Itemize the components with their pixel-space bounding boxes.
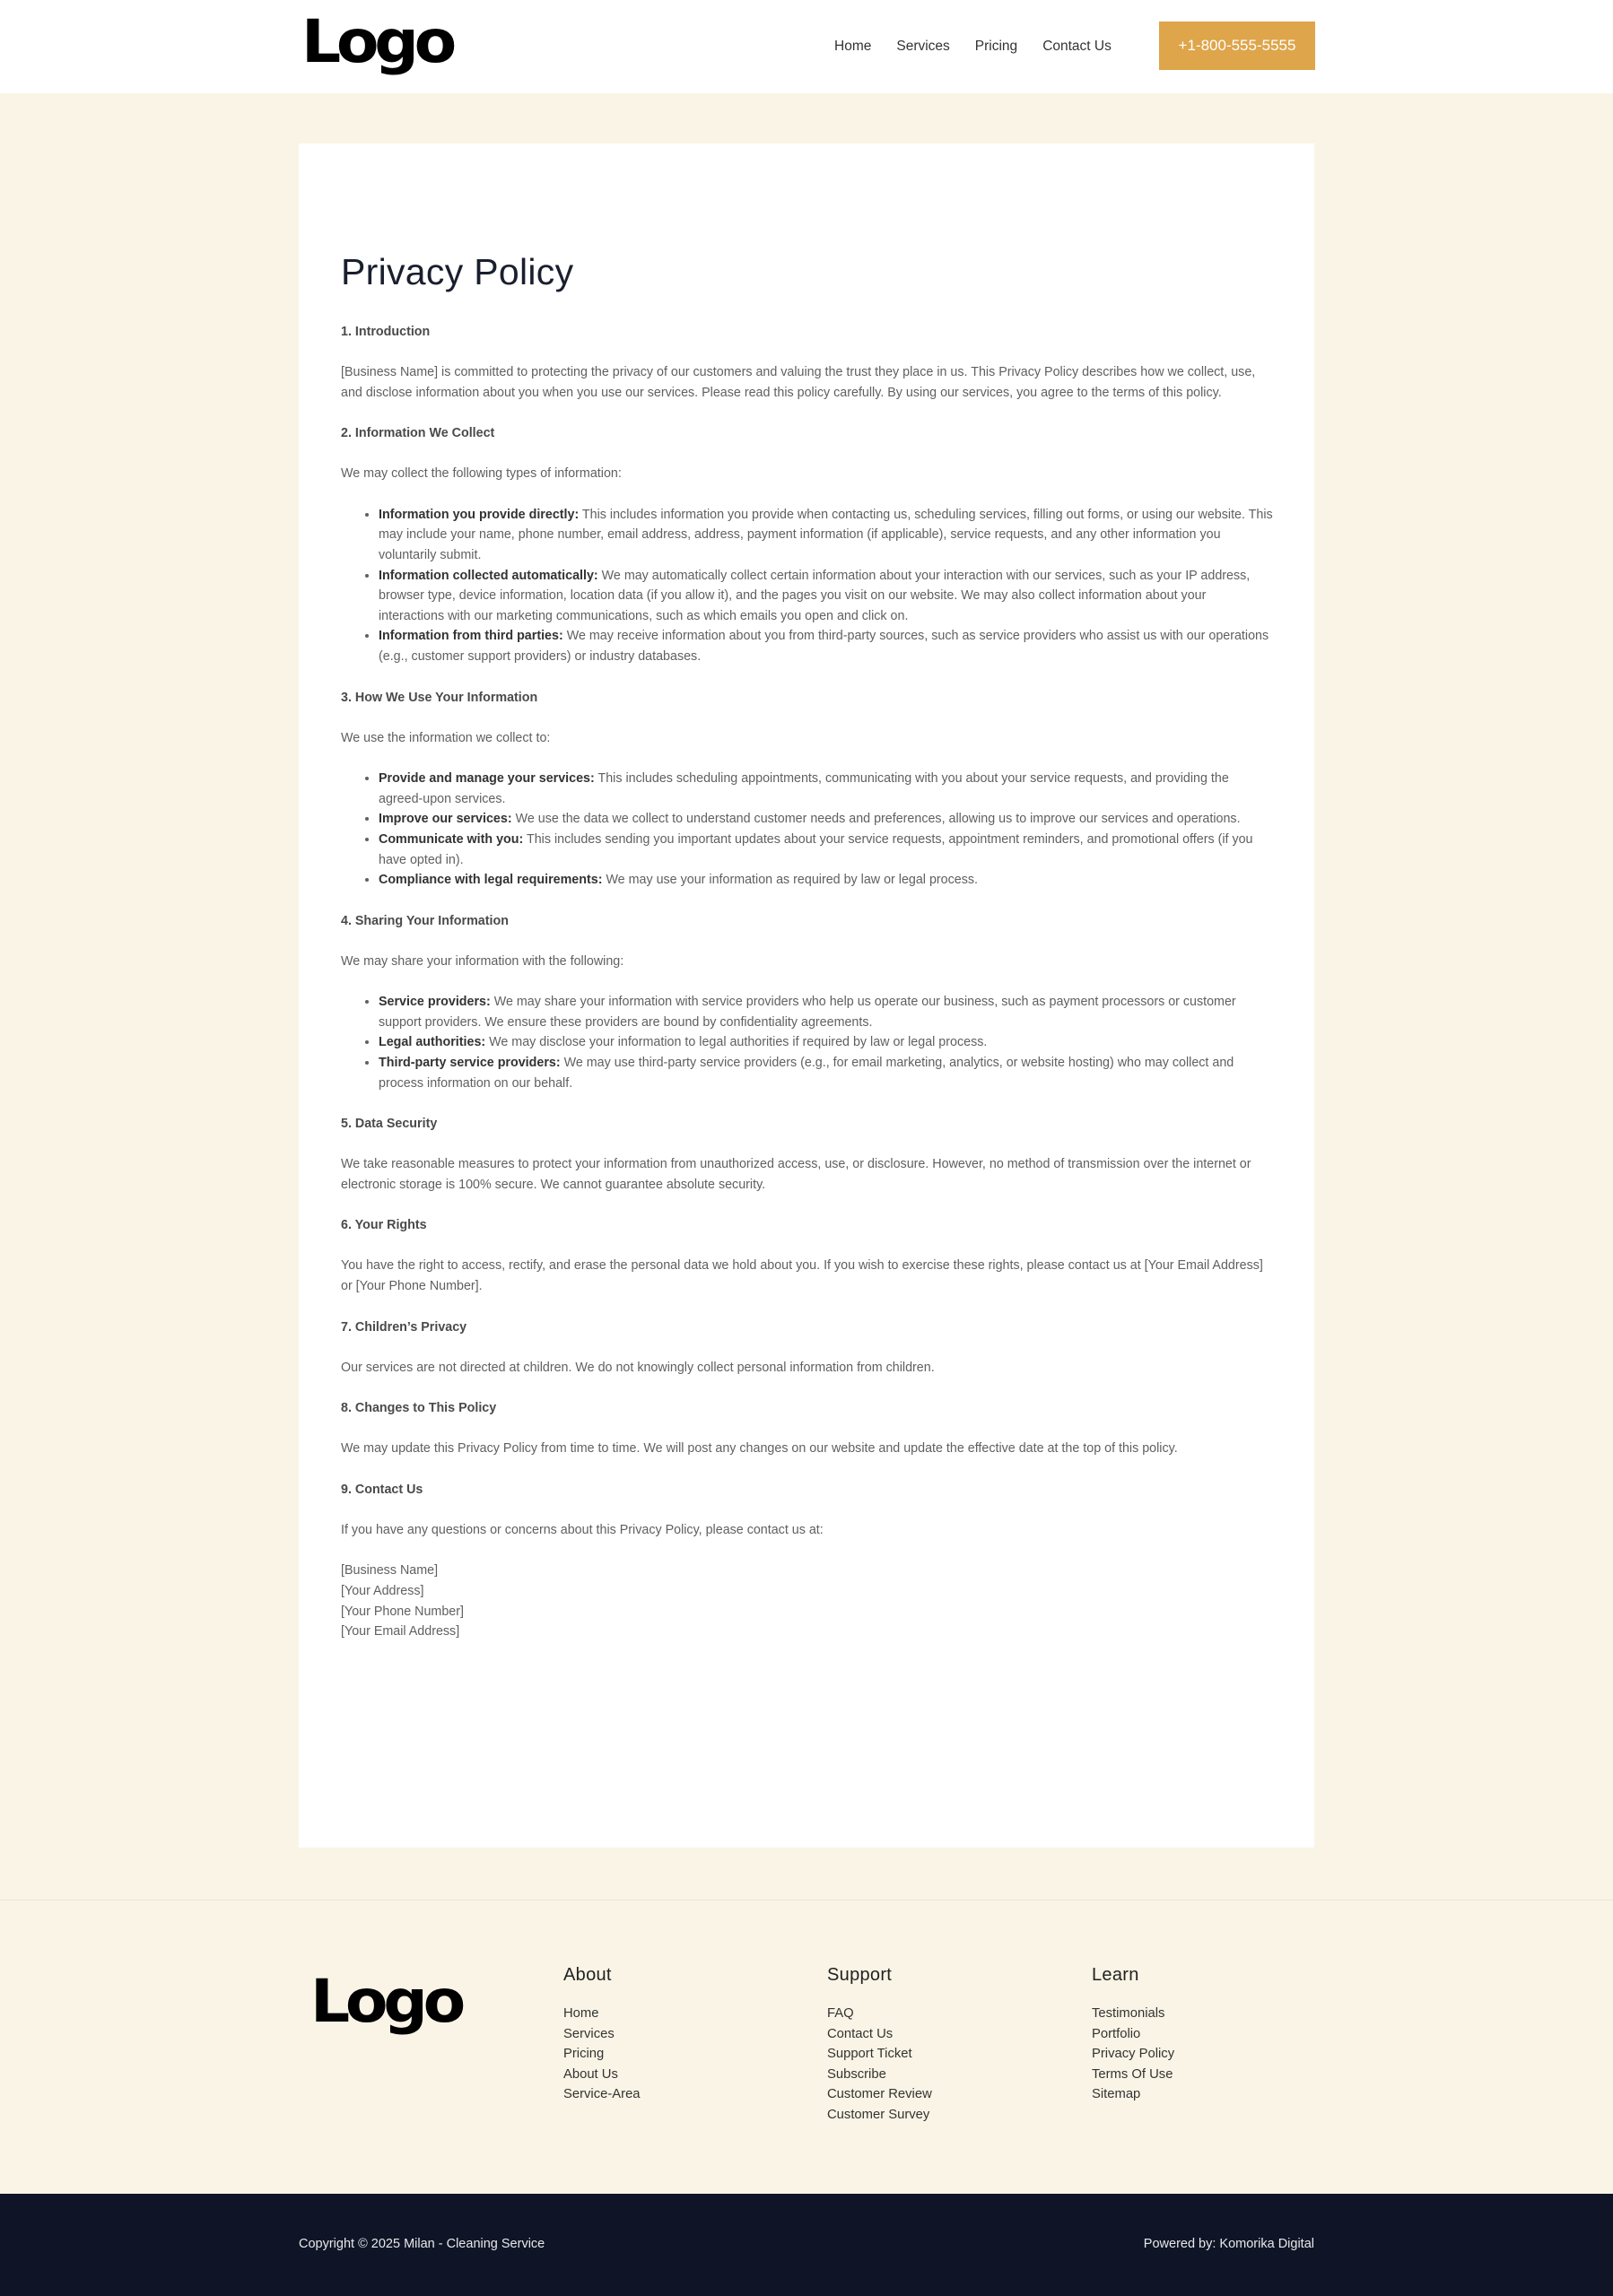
list-item-text: This includes sending you important updates about your service requests, appointment reminders, and promotional offers (if you have opted in). bbox=[379, 831, 1253, 867]
section-text: We may share your information with the following: bbox=[341, 953, 624, 969]
footer-link-pricing[interactable]: Pricing bbox=[563, 2047, 605, 2062]
header-logo[interactable] bbox=[301, 7, 452, 76]
list-item-text: We may disclose your information to legal authorities if required by law or legal process. bbox=[485, 1035, 988, 1050]
list-item-label: Improve our services: bbox=[379, 812, 512, 827]
bullet-list bbox=[341, 992, 1274, 1093]
address-line: [Your Phone Number] bbox=[341, 1604, 464, 1619]
footer-link-services[interactable]: Services bbox=[563, 2026, 615, 2041]
bullet-list bbox=[341, 505, 1274, 667]
section-heading: 9. Contact Us bbox=[341, 1482, 423, 1497]
footer-link-testimonials[interactable]: Testimonials bbox=[1092, 2006, 1165, 2021]
list-item-label: Service providers: bbox=[379, 995, 491, 1010]
contact-address bbox=[341, 1561, 1274, 1641]
footer-link-contact-us[interactable]: Contact Us bbox=[827, 2026, 894, 2041]
site-header bbox=[0, 0, 1613, 93]
footer-col-learn bbox=[1092, 1965, 1174, 2105]
footer-col-title: Support bbox=[827, 1965, 893, 1985]
footer-link-subscribe[interactable]: Subscribe bbox=[827, 2066, 886, 2082]
footer-link-service-area[interactable]: Service-Area bbox=[563, 2087, 641, 2102]
list-item bbox=[379, 992, 1274, 1032]
section-heading: 2. Information We Collect bbox=[341, 426, 495, 441]
list-item bbox=[379, 870, 1274, 891]
list-item-text: This includes scheduling appointments, communicating with you about your service requests, and providing the agreed-upon services. bbox=[379, 771, 1229, 806]
list-item-text: We may receive information about you from third-party sources, such as service providers who assist us with our operations (e.g., customer support providers) or industry databases. bbox=[379, 629, 1269, 664]
list-item-label: Third-party service providers: bbox=[379, 1056, 561, 1071]
list-item-label: Provide and manage your services: bbox=[379, 771, 595, 787]
nav-home[interactable]: Home bbox=[834, 39, 872, 54]
logo-text: Logo bbox=[310, 1967, 461, 2036]
logo-text: Logo bbox=[301, 7, 452, 76]
list-item bbox=[379, 1032, 1274, 1053]
section-heading: 1. Introduction bbox=[341, 325, 431, 339]
footer-col-title: Learn bbox=[1092, 1965, 1139, 1985]
nav-services[interactable]: Services bbox=[896, 39, 950, 54]
footer-link-about-us[interactable]: About Us bbox=[563, 2066, 618, 2082]
list-item bbox=[379, 769, 1274, 809]
main-nav bbox=[834, 32, 1137, 61]
section-heading: 5. Data Security bbox=[341, 1117, 438, 1132]
list-item bbox=[379, 505, 1274, 566]
footer-link-terms-of-use[interactable]: Terms Of Use bbox=[1092, 2066, 1173, 2082]
list-item-text: We may use third-party service providers (e.g., for email marketing, analytics, or website hosting) who may collect and process information on our behalf. bbox=[379, 1056, 1234, 1091]
footer-link-support-ticket[interactable]: Support Ticket bbox=[827, 2047, 912, 2062]
address-line: [Your Address] bbox=[341, 1584, 424, 1598]
list-item-label: Information from third parties: bbox=[379, 629, 563, 644]
list-item-text: We may share your information with service providers who help us operate our business, such as payment processors or customer support providers. We ensure these providers are bound by confidentiality agreements. bbox=[379, 995, 1236, 1030]
section-text: We may update this Privacy Policy from time to time. We will post any changes on our website and update the effective date at the top of this policy. bbox=[341, 1441, 1178, 1457]
list-item-label: Legal authorities: bbox=[379, 1035, 486, 1050]
footer-link-customer-survey[interactable]: Customer Survey bbox=[827, 2107, 930, 2122]
bullet-list bbox=[341, 769, 1274, 891]
footer-col-support bbox=[827, 1965, 932, 2126]
policy-card bbox=[299, 144, 1314, 1848]
section-heading: 3. How We Use Your Information bbox=[341, 690, 538, 705]
policy-content bbox=[341, 251, 1274, 1642]
list-item bbox=[379, 1053, 1274, 1093]
powered-by-text[interactable]: Powered by: Komorika Digital bbox=[1143, 2237, 1314, 2251]
section-heading: 4. Sharing Your Information bbox=[341, 913, 509, 928]
address-line: [Your Email Address] bbox=[341, 1624, 460, 1639]
footer-logo[interactable] bbox=[310, 1967, 461, 2036]
section-text: [Business Name] is committed to protecting the privacy of our customers and valuing the trust they place in us. This Privacy Policy describes how we collect, use, and disclose information about you when you use our services. Please read this policy carefully. By using our services, you agree to the terms of this policy. bbox=[341, 365, 1256, 400]
footer-link-portfolio[interactable]: Portfolio bbox=[1092, 2026, 1141, 2041]
section-text: You have the right to access, rectify, and erase the personal data we hold about you. If you wish to exercise these rights, please contact us at [Your Email Address] or [Your Phone Number]. bbox=[341, 1258, 1263, 1294]
list-item bbox=[379, 566, 1274, 627]
footer-col-title: About bbox=[563, 1965, 612, 1985]
section-heading: 8. Changes to This Policy bbox=[341, 1401, 497, 1416]
list-item-text: We use the data we collect to understand customer needs and preferences, allowing us to improve our services and operations. bbox=[511, 812, 1241, 827]
page-title: Privacy Policy bbox=[341, 251, 574, 292]
footer-link-sitemap[interactable]: Sitemap bbox=[1092, 2087, 1141, 2102]
list-item-text: This includes information you provide when contacting us, scheduling services, filling out forms, or using our website. This may include your name, phone number, email address, address, payment information (if applicable), service requests, and any other information you voluntarily submit. bbox=[379, 507, 1273, 562]
section-text: If you have any questions or concerns about this Privacy Policy, please contact us at: bbox=[341, 1522, 824, 1537]
bottom-bar bbox=[0, 2194, 1613, 2296]
list-item-text: We may use your information as required by law or legal process. bbox=[602, 873, 978, 888]
footer-link-privacy-policy[interactable]: Privacy Policy bbox=[1092, 2047, 1175, 2062]
list-item-label: Information you provide directly: bbox=[379, 507, 580, 522]
section-text: We use the information we collect to: bbox=[341, 730, 551, 745]
list-item bbox=[379, 809, 1274, 830]
phone-button[interactable]: +1-800-555-5555 bbox=[1159, 22, 1315, 70]
list-item-label: Communicate with you: bbox=[379, 831, 524, 847]
footer-link-home[interactable]: Home bbox=[563, 2006, 599, 2021]
footer-col-about bbox=[563, 1965, 641, 2105]
list-item bbox=[379, 626, 1274, 666]
site-footer bbox=[0, 1900, 1613, 2195]
section-text: We take reasonable measures to protect your information from unauthorized access, use, or disclosure. However, no method of transmission over the internet or electronic storage is 100% secure. We cannot guarantee absolute security. bbox=[341, 1157, 1251, 1192]
section-heading: 7. Children’s Privacy bbox=[341, 1319, 467, 1335]
list-item-label: Compliance with legal requirements: bbox=[379, 873, 603, 888]
footer-link-customer-review[interactable]: Customer Review bbox=[827, 2087, 932, 2102]
section-text: Our services are not directed at children. We do not knowingly collect personal information from children. bbox=[341, 1360, 935, 1375]
list-item bbox=[379, 830, 1274, 870]
nav-contact-us[interactable]: Contact Us bbox=[1042, 39, 1112, 54]
list-item-text: We may automatically collect certain information about your interaction with our services, such as your IP address, browser type, device information, location data (if you allow it), and the pages you visit on our website. We may also collect information about your interactions with our marketing communications, such as which emails you open and click on. bbox=[379, 568, 1251, 623]
nav-pricing[interactable]: Pricing bbox=[974, 39, 1018, 54]
section-text: We may collect the following types of information: bbox=[341, 466, 622, 482]
list-item-label: Information collected automatically: bbox=[379, 568, 598, 583]
copyright-text: Copyright © 2025 Milan - Cleaning Service bbox=[299, 2237, 545, 2251]
address-line: [Business Name] bbox=[341, 1563, 439, 1578]
section-heading: 6. Your Rights bbox=[341, 1218, 427, 1233]
footer-link-faq[interactable]: FAQ bbox=[827, 2006, 854, 2021]
